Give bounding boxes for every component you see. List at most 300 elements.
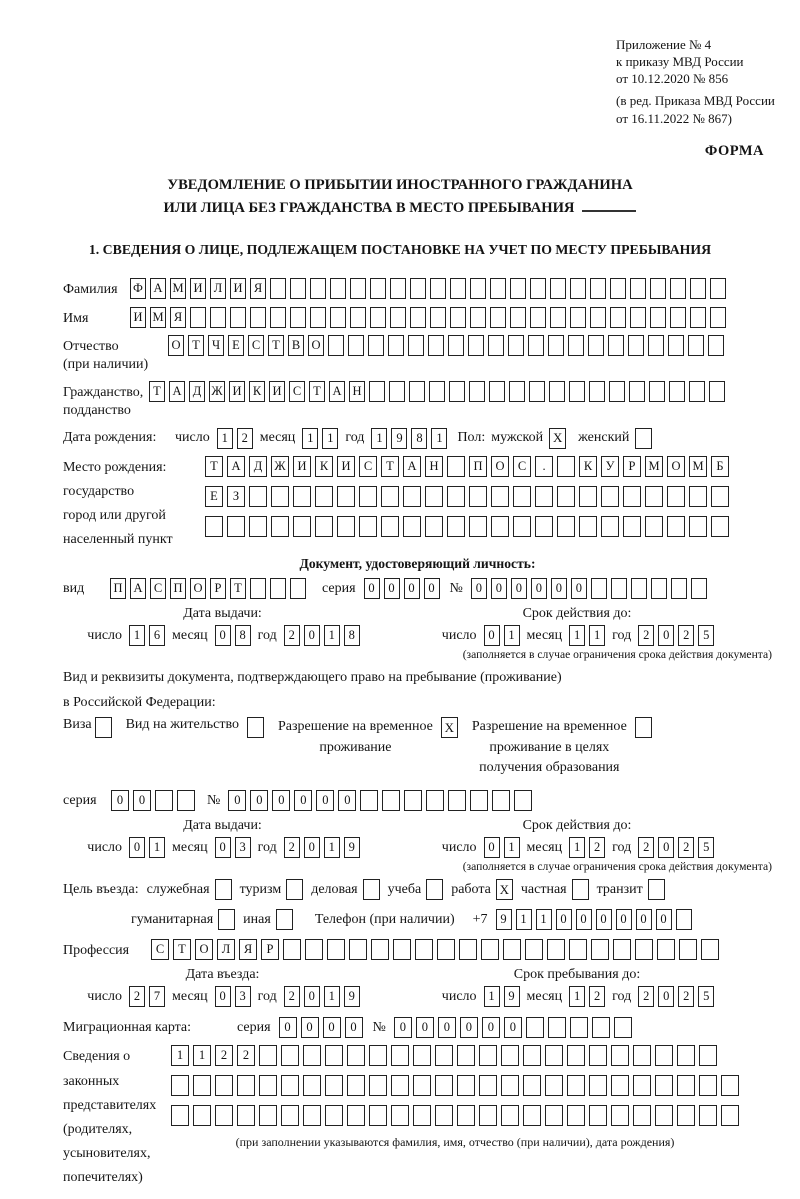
char-cell[interactable] bbox=[491, 486, 509, 507]
char-cell[interactable] bbox=[413, 1105, 431, 1126]
char-cell[interactable] bbox=[523, 1075, 541, 1096]
char-cell[interactable]: О bbox=[667, 456, 685, 477]
char-cell[interactable] bbox=[457, 1075, 475, 1096]
char-cell[interactable]: 0 bbox=[272, 790, 290, 811]
char-cell[interactable]: 2 bbox=[638, 625, 654, 646]
char-cell[interactable] bbox=[391, 1045, 409, 1066]
char-cell[interactable]: Н bbox=[349, 381, 365, 402]
char-cell[interactable]: 2 bbox=[589, 986, 605, 1007]
char-cell[interactable]: С bbox=[513, 456, 531, 477]
char-cell[interactable] bbox=[450, 307, 466, 328]
char-cell[interactable] bbox=[369, 381, 385, 402]
char-cell[interactable]: И bbox=[229, 381, 245, 402]
char-cell[interactable] bbox=[369, 1075, 387, 1096]
gender-male-checkbox[interactable]: X bbox=[549, 428, 566, 449]
char-cell[interactable]: 9 bbox=[344, 986, 360, 1007]
char-cell[interactable] bbox=[557, 486, 575, 507]
char-cell[interactable] bbox=[510, 307, 526, 328]
char-cell[interactable]: 0 bbox=[394, 1017, 412, 1038]
char-cell[interactable]: У bbox=[601, 456, 619, 477]
purpose-private-checkbox[interactable] bbox=[572, 879, 589, 900]
char-cell[interactable]: 2 bbox=[638, 837, 654, 858]
residence-permit-checkbox[interactable] bbox=[247, 717, 264, 738]
char-cell[interactable] bbox=[430, 278, 446, 299]
char-cell[interactable] bbox=[270, 278, 286, 299]
char-cell[interactable]: 8 bbox=[344, 625, 360, 646]
char-cell[interactable] bbox=[657, 939, 675, 960]
char-cell[interactable] bbox=[347, 1105, 365, 1126]
char-cell[interactable] bbox=[567, 1105, 585, 1126]
char-cell[interactable]: 3 bbox=[235, 837, 251, 858]
char-cell[interactable]: 1 bbox=[193, 1045, 211, 1066]
char-cell[interactable] bbox=[428, 335, 444, 356]
char-cell[interactable]: 1 bbox=[129, 625, 145, 646]
temp-residence-education-checkbox[interactable] bbox=[635, 717, 652, 738]
char-cell[interactable]: И bbox=[130, 307, 146, 328]
visa-checkbox[interactable] bbox=[95, 717, 112, 738]
char-cell[interactable] bbox=[545, 1045, 563, 1066]
char-cell[interactable]: 6 bbox=[149, 625, 165, 646]
char-cell[interactable] bbox=[709, 381, 725, 402]
char-cell[interactable]: 0 bbox=[576, 909, 592, 930]
char-cell[interactable]: 0 bbox=[133, 790, 151, 811]
purpose-tourism-checkbox[interactable] bbox=[286, 879, 303, 900]
char-cell[interactable] bbox=[410, 278, 426, 299]
char-cell[interactable] bbox=[708, 335, 724, 356]
char-cell[interactable] bbox=[177, 790, 195, 811]
char-cell[interactable]: О bbox=[190, 578, 206, 599]
char-cell[interactable] bbox=[633, 1105, 651, 1126]
char-cell[interactable] bbox=[630, 278, 646, 299]
char-cell[interactable] bbox=[227, 516, 245, 537]
char-cell[interactable]: 0 bbox=[460, 1017, 478, 1038]
char-cell[interactable] bbox=[689, 486, 707, 507]
char-cell[interactable]: П bbox=[469, 456, 487, 477]
char-cell[interactable] bbox=[381, 486, 399, 507]
char-cell[interactable] bbox=[413, 1045, 431, 1066]
char-cell[interactable] bbox=[628, 335, 644, 356]
char-cell[interactable] bbox=[579, 516, 597, 537]
char-cell[interactable]: 0 bbox=[111, 790, 129, 811]
char-cell[interactable] bbox=[610, 307, 626, 328]
purpose-work-checkbox[interactable]: X bbox=[496, 879, 513, 900]
char-cell[interactable]: Т bbox=[309, 381, 325, 402]
char-cell[interactable] bbox=[381, 516, 399, 537]
purpose-transit-checkbox[interactable] bbox=[648, 879, 665, 900]
char-cell[interactable]: 1 bbox=[569, 837, 585, 858]
char-cell[interactable] bbox=[651, 578, 667, 599]
char-cell[interactable]: И bbox=[269, 381, 285, 402]
char-cell[interactable]: М bbox=[689, 456, 707, 477]
char-cell[interactable] bbox=[550, 278, 566, 299]
char-cell[interactable] bbox=[237, 1075, 255, 1096]
char-cell[interactable] bbox=[671, 578, 687, 599]
char-cell[interactable] bbox=[271, 486, 289, 507]
char-cell[interactable] bbox=[237, 1105, 255, 1126]
char-cell[interactable] bbox=[557, 456, 575, 477]
char-cell[interactable]: Т bbox=[173, 939, 191, 960]
char-cell[interactable]: 1 bbox=[516, 909, 532, 930]
char-cell[interactable] bbox=[459, 939, 477, 960]
char-cell[interactable]: Л bbox=[210, 278, 226, 299]
char-cell[interactable]: 0 bbox=[658, 837, 674, 858]
char-cell[interactable]: Л bbox=[217, 939, 235, 960]
char-cell[interactable] bbox=[721, 1075, 739, 1096]
char-cell[interactable]: 0 bbox=[304, 986, 320, 1007]
char-cell[interactable]: 0 bbox=[531, 578, 547, 599]
char-cell[interactable] bbox=[249, 486, 267, 507]
char-cell[interactable] bbox=[488, 335, 504, 356]
char-cell[interactable] bbox=[426, 790, 444, 811]
char-cell[interactable] bbox=[325, 1105, 343, 1126]
char-cell[interactable] bbox=[155, 790, 173, 811]
char-cell[interactable]: 7 bbox=[149, 986, 165, 1007]
char-cell[interactable] bbox=[711, 486, 729, 507]
char-cell[interactable] bbox=[655, 1045, 673, 1066]
char-cell[interactable] bbox=[435, 1105, 453, 1126]
char-cell[interactable] bbox=[570, 307, 586, 328]
char-cell[interactable] bbox=[369, 1045, 387, 1066]
char-cell[interactable] bbox=[271, 516, 289, 537]
char-cell[interactable] bbox=[337, 516, 355, 537]
char-cell[interactable]: 0 bbox=[484, 625, 500, 646]
char-cell[interactable] bbox=[513, 486, 531, 507]
char-cell[interactable]: И bbox=[293, 456, 311, 477]
char-cell[interactable] bbox=[501, 1045, 519, 1066]
char-cell[interactable]: 1 bbox=[149, 837, 165, 858]
char-cell[interactable] bbox=[610, 278, 626, 299]
char-cell[interactable]: 0 bbox=[250, 790, 268, 811]
char-cell[interactable] bbox=[679, 939, 697, 960]
char-cell[interactable] bbox=[449, 381, 465, 402]
char-cell[interactable] bbox=[293, 486, 311, 507]
char-cell[interactable]: 2 bbox=[284, 837, 300, 858]
char-cell[interactable] bbox=[545, 1075, 563, 1096]
char-cell[interactable]: Ж bbox=[209, 381, 225, 402]
char-cell[interactable]: 1 bbox=[324, 625, 340, 646]
char-cell[interactable] bbox=[408, 335, 424, 356]
char-cell[interactable] bbox=[648, 335, 664, 356]
char-cell[interactable] bbox=[535, 516, 553, 537]
char-cell[interactable] bbox=[410, 307, 426, 328]
char-cell[interactable]: 0 bbox=[491, 578, 507, 599]
char-cell[interactable] bbox=[470, 790, 488, 811]
char-cell[interactable]: 1 bbox=[569, 986, 585, 1007]
char-cell[interactable] bbox=[589, 1105, 607, 1126]
char-cell[interactable] bbox=[447, 516, 465, 537]
char-cell[interactable] bbox=[305, 939, 323, 960]
char-cell[interactable] bbox=[630, 307, 646, 328]
char-cell[interactable] bbox=[677, 1105, 695, 1126]
char-cell[interactable] bbox=[650, 307, 666, 328]
char-cell[interactable]: С bbox=[359, 456, 377, 477]
char-cell[interactable] bbox=[591, 578, 607, 599]
char-cell[interactable]: О bbox=[168, 335, 184, 356]
char-cell[interactable]: 0 bbox=[129, 837, 145, 858]
char-cell[interactable]: 1 bbox=[431, 428, 447, 449]
char-cell[interactable] bbox=[448, 790, 466, 811]
char-cell[interactable] bbox=[669, 381, 685, 402]
char-cell[interactable]: 0 bbox=[511, 578, 527, 599]
char-cell[interactable] bbox=[557, 516, 575, 537]
char-cell[interactable] bbox=[404, 790, 422, 811]
char-cell[interactable] bbox=[429, 381, 445, 402]
char-cell[interactable] bbox=[425, 516, 443, 537]
char-cell[interactable]: Т bbox=[205, 456, 223, 477]
char-cell[interactable]: 0 bbox=[416, 1017, 434, 1038]
char-cell[interactable] bbox=[347, 1045, 365, 1066]
char-cell[interactable]: С bbox=[289, 381, 305, 402]
char-cell[interactable] bbox=[293, 516, 311, 537]
char-cell[interactable]: 2 bbox=[284, 986, 300, 1007]
char-cell[interactable] bbox=[290, 278, 306, 299]
char-cell[interactable] bbox=[545, 1105, 563, 1126]
char-cell[interactable]: 0 bbox=[228, 790, 246, 811]
char-cell[interactable]: А bbox=[403, 456, 421, 477]
char-cell[interactable]: 0 bbox=[438, 1017, 456, 1038]
char-cell[interactable] bbox=[550, 307, 566, 328]
char-cell[interactable] bbox=[655, 1105, 673, 1126]
char-cell[interactable] bbox=[215, 1105, 233, 1126]
char-cell[interactable] bbox=[667, 486, 685, 507]
char-cell[interactable] bbox=[389, 381, 405, 402]
char-cell[interactable] bbox=[655, 1075, 673, 1096]
char-cell[interactable] bbox=[645, 486, 663, 507]
temp-residence-checkbox[interactable]: X bbox=[441, 717, 458, 738]
char-cell[interactable]: 0 bbox=[571, 578, 587, 599]
char-cell[interactable]: Ф bbox=[130, 278, 146, 299]
char-cell[interactable] bbox=[371, 939, 389, 960]
char-cell[interactable]: А bbox=[150, 278, 166, 299]
char-cell[interactable] bbox=[699, 1045, 717, 1066]
char-cell[interactable]: П bbox=[110, 578, 126, 599]
char-cell[interactable]: 1 bbox=[569, 625, 585, 646]
char-cell[interactable]: С bbox=[150, 578, 166, 599]
char-cell[interactable]: 9 bbox=[504, 986, 520, 1007]
char-cell[interactable] bbox=[369, 1105, 387, 1126]
char-cell[interactable]: 1 bbox=[324, 986, 340, 1007]
char-cell[interactable] bbox=[589, 1075, 607, 1096]
char-cell[interactable] bbox=[690, 278, 706, 299]
char-cell[interactable] bbox=[623, 516, 641, 537]
char-cell[interactable] bbox=[469, 381, 485, 402]
purpose-other-checkbox[interactable] bbox=[276, 909, 293, 930]
char-cell[interactable] bbox=[711, 516, 729, 537]
char-cell[interactable]: Е bbox=[228, 335, 244, 356]
char-cell[interactable] bbox=[529, 381, 545, 402]
purpose-humanitarian-checkbox[interactable] bbox=[218, 909, 235, 930]
char-cell[interactable]: А bbox=[169, 381, 185, 402]
char-cell[interactable] bbox=[359, 516, 377, 537]
char-cell[interactable] bbox=[699, 1105, 717, 1126]
purpose-study-checkbox[interactable] bbox=[426, 879, 443, 900]
char-cell[interactable] bbox=[677, 1045, 695, 1066]
char-cell[interactable] bbox=[403, 516, 421, 537]
char-cell[interactable] bbox=[230, 307, 246, 328]
char-cell[interactable] bbox=[569, 939, 587, 960]
char-cell[interactable]: З bbox=[227, 486, 245, 507]
char-cell[interactable]: 2 bbox=[678, 986, 694, 1007]
char-cell[interactable] bbox=[325, 1045, 343, 1066]
char-cell[interactable] bbox=[579, 486, 597, 507]
char-cell[interactable]: К bbox=[249, 381, 265, 402]
char-cell[interactable]: 2 bbox=[284, 625, 300, 646]
char-cell[interactable] bbox=[479, 1105, 497, 1126]
char-cell[interactable] bbox=[530, 278, 546, 299]
char-cell[interactable] bbox=[633, 1045, 651, 1066]
char-cell[interactable]: И bbox=[337, 456, 355, 477]
char-cell[interactable] bbox=[611, 1105, 629, 1126]
char-cell[interactable] bbox=[590, 278, 606, 299]
char-cell[interactable] bbox=[193, 1075, 211, 1096]
char-cell[interactable]: М bbox=[645, 456, 663, 477]
char-cell[interactable] bbox=[523, 1105, 541, 1126]
char-cell[interactable]: И bbox=[190, 278, 206, 299]
char-cell[interactable] bbox=[614, 1017, 632, 1038]
char-cell[interactable] bbox=[670, 307, 686, 328]
char-cell[interactable]: Ж bbox=[271, 456, 289, 477]
char-cell[interactable] bbox=[588, 335, 604, 356]
char-cell[interactable]: 2 bbox=[215, 1045, 233, 1066]
char-cell[interactable] bbox=[470, 307, 486, 328]
char-cell[interactable]: 9 bbox=[391, 428, 407, 449]
char-cell[interactable] bbox=[649, 381, 665, 402]
char-cell[interactable]: 0 bbox=[658, 986, 674, 1007]
char-cell[interactable] bbox=[330, 278, 346, 299]
char-cell[interactable] bbox=[259, 1075, 277, 1096]
char-cell[interactable]: Я bbox=[250, 278, 266, 299]
char-cell[interactable] bbox=[710, 307, 726, 328]
char-cell[interactable] bbox=[701, 939, 719, 960]
char-cell[interactable] bbox=[259, 1105, 277, 1126]
char-cell[interactable]: М bbox=[150, 307, 166, 328]
char-cell[interactable]: 0 bbox=[504, 1017, 522, 1038]
char-cell[interactable] bbox=[667, 516, 685, 537]
char-cell[interactable]: 2 bbox=[638, 986, 654, 1007]
char-cell[interactable] bbox=[193, 1105, 211, 1126]
char-cell[interactable]: К bbox=[315, 456, 333, 477]
char-cell[interactable]: 2 bbox=[237, 1045, 255, 1066]
char-cell[interactable]: 1 bbox=[322, 428, 338, 449]
char-cell[interactable] bbox=[690, 307, 706, 328]
char-cell[interactable] bbox=[479, 1075, 497, 1096]
char-cell[interactable]: 0 bbox=[658, 625, 674, 646]
char-cell[interactable] bbox=[590, 307, 606, 328]
char-cell[interactable]: И bbox=[230, 278, 246, 299]
char-cell[interactable] bbox=[525, 939, 543, 960]
char-cell[interactable] bbox=[171, 1075, 189, 1096]
char-cell[interactable] bbox=[570, 278, 586, 299]
char-cell[interactable]: 2 bbox=[589, 837, 605, 858]
char-cell[interactable] bbox=[448, 335, 464, 356]
char-cell[interactable] bbox=[530, 307, 546, 328]
char-cell[interactable] bbox=[303, 1075, 321, 1096]
char-cell[interactable]: К bbox=[579, 456, 597, 477]
char-cell[interactable] bbox=[635, 939, 653, 960]
char-cell[interactable]: 0 bbox=[323, 1017, 341, 1038]
char-cell[interactable]: 1 bbox=[504, 837, 520, 858]
char-cell[interactable] bbox=[509, 381, 525, 402]
char-cell[interactable] bbox=[330, 307, 346, 328]
char-cell[interactable] bbox=[393, 939, 411, 960]
char-cell[interactable]: 5 bbox=[698, 986, 714, 1007]
char-cell[interactable]: Я bbox=[239, 939, 257, 960]
char-cell[interactable] bbox=[281, 1045, 299, 1066]
char-cell[interactable]: А bbox=[227, 456, 245, 477]
char-cell[interactable]: 0 bbox=[304, 625, 320, 646]
char-cell[interactable]: 1 bbox=[504, 625, 520, 646]
char-cell[interactable] bbox=[270, 307, 286, 328]
char-cell[interactable]: Н bbox=[425, 456, 443, 477]
char-cell[interactable] bbox=[283, 939, 301, 960]
char-cell[interactable] bbox=[350, 307, 366, 328]
char-cell[interactable] bbox=[281, 1105, 299, 1126]
char-cell[interactable] bbox=[368, 335, 384, 356]
char-cell[interactable] bbox=[347, 1075, 365, 1096]
char-cell[interactable] bbox=[689, 516, 707, 537]
char-cell[interactable]: Т bbox=[268, 335, 284, 356]
char-cell[interactable]: 0 bbox=[338, 790, 356, 811]
char-cell[interactable] bbox=[633, 1075, 651, 1096]
char-cell[interactable] bbox=[523, 1045, 541, 1066]
char-cell[interactable]: 1 bbox=[171, 1045, 189, 1066]
char-cell[interactable] bbox=[676, 909, 692, 930]
char-cell[interactable] bbox=[250, 307, 266, 328]
char-cell[interactable] bbox=[425, 486, 443, 507]
char-cell[interactable] bbox=[290, 578, 306, 599]
char-cell[interactable]: 0 bbox=[471, 578, 487, 599]
char-cell[interactable]: 0 bbox=[294, 790, 312, 811]
char-cell[interactable] bbox=[315, 516, 333, 537]
char-cell[interactable] bbox=[629, 381, 645, 402]
char-cell[interactable] bbox=[691, 578, 707, 599]
char-cell[interactable] bbox=[450, 278, 466, 299]
char-cell[interactable]: 0 bbox=[551, 578, 567, 599]
char-cell[interactable]: 0 bbox=[345, 1017, 363, 1038]
char-cell[interactable]: 0 bbox=[316, 790, 334, 811]
char-cell[interactable] bbox=[569, 381, 585, 402]
char-cell[interactable] bbox=[481, 939, 499, 960]
char-cell[interactable] bbox=[721, 1105, 739, 1126]
char-cell[interactable]: . bbox=[535, 456, 553, 477]
char-cell[interactable] bbox=[310, 278, 326, 299]
char-cell[interactable] bbox=[623, 486, 641, 507]
char-cell[interactable]: Д bbox=[189, 381, 205, 402]
char-cell[interactable] bbox=[370, 307, 386, 328]
char-cell[interactable] bbox=[403, 486, 421, 507]
char-cell[interactable] bbox=[437, 939, 455, 960]
char-cell[interactable]: Ч bbox=[208, 335, 224, 356]
char-cell[interactable] bbox=[310, 307, 326, 328]
char-cell[interactable]: Б bbox=[711, 456, 729, 477]
char-cell[interactable] bbox=[492, 790, 510, 811]
char-cell[interactable] bbox=[567, 1045, 585, 1066]
char-cell[interactable]: О bbox=[195, 939, 213, 960]
char-cell[interactable]: Т bbox=[188, 335, 204, 356]
char-cell[interactable]: Р bbox=[261, 939, 279, 960]
char-cell[interactable] bbox=[589, 381, 605, 402]
char-cell[interactable] bbox=[548, 335, 564, 356]
char-cell[interactable]: 0 bbox=[215, 837, 231, 858]
char-cell[interactable]: 0 bbox=[364, 578, 380, 599]
char-cell[interactable] bbox=[508, 335, 524, 356]
char-cell[interactable] bbox=[547, 939, 565, 960]
char-cell[interactable] bbox=[501, 1105, 519, 1126]
char-cell[interactable]: 1 bbox=[371, 428, 387, 449]
char-cell[interactable] bbox=[528, 335, 544, 356]
char-cell[interactable] bbox=[548, 1017, 566, 1038]
char-cell[interactable] bbox=[568, 335, 584, 356]
